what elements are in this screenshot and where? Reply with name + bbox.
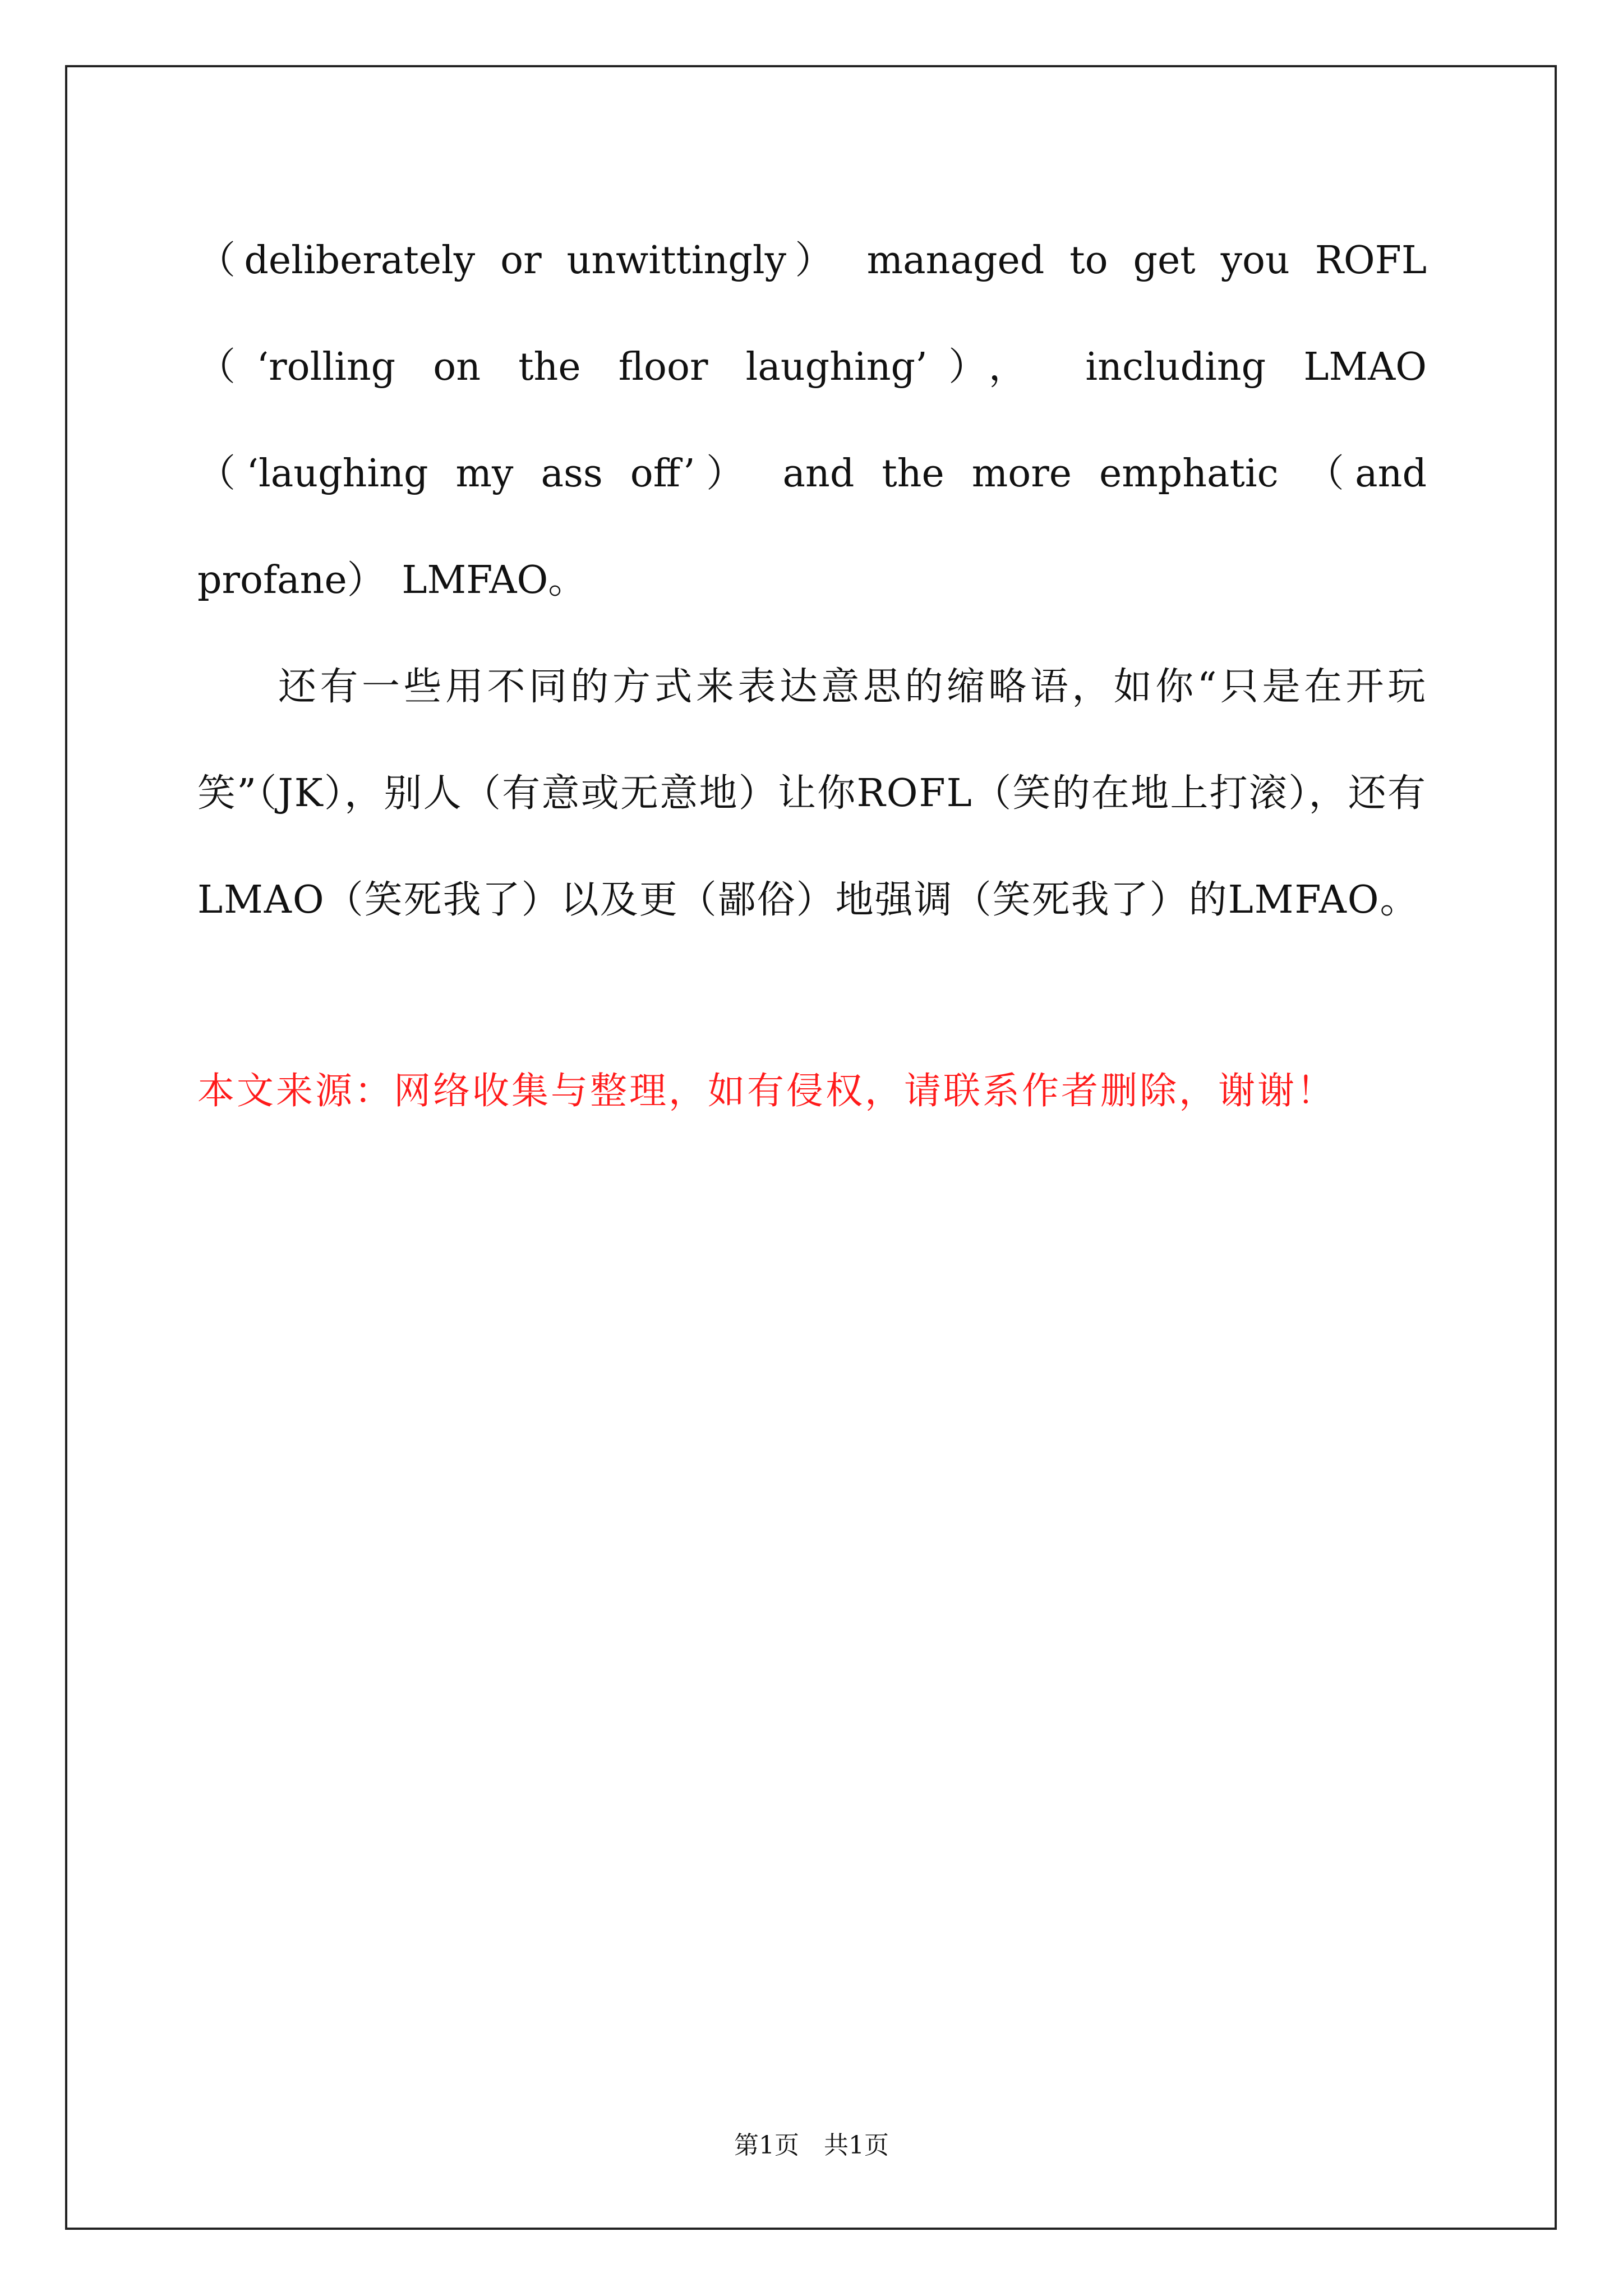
paragraph-english: （deliberately or unwittingly） managed to get you ROFL（‘rolling on the floor laughing’）， including LMAO（‘laughing my ass off’） and the more emphatic （and profane） LMFAO。 [197, 238, 1427, 602]
document-body [197, 208, 1427, 954]
source-note: 本文来源：网络收集与整理，如有侵权，请联系作者删除，谢谢！ [197, 1069, 1336, 1112]
page-footer: 第1页 共1页 [734, 2131, 889, 2160]
paragraph-chinese: 还有一些用不同的方式来表达意思的缩略语，如你“只是在开玩笑”（JK），别人（有意或无意地）让你ROFL（笑的在地上打滚），还有LMAO（笑死我了）以及更（鄙俗）地强调（笑死我了）的LMFAO。 [197, 665, 1427, 922]
